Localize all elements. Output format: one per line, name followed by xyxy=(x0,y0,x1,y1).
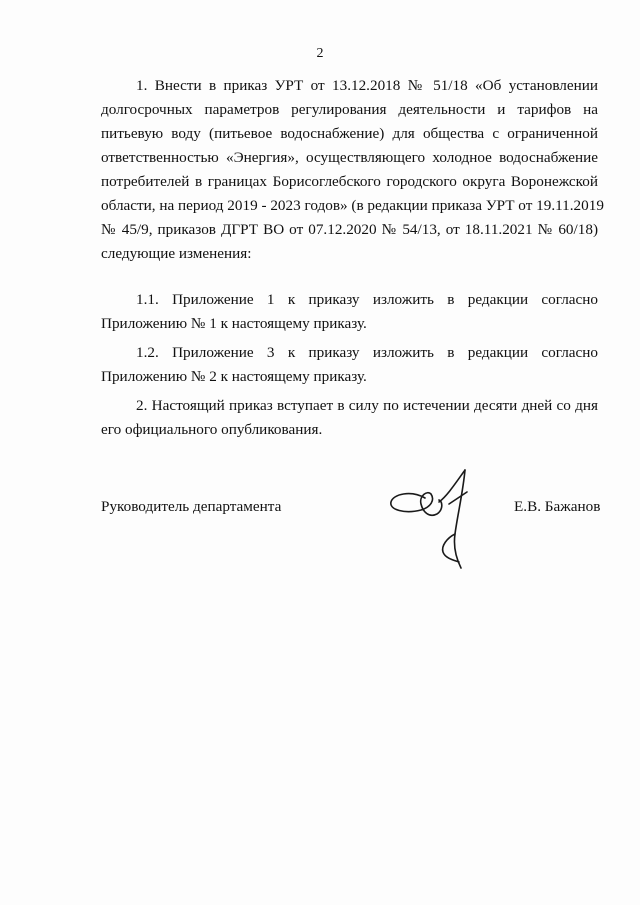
item1-line-1: 1. Внести в приказ УРТ от 13.12.2018 № 51/18 «Об установлении xyxy=(136,77,598,94)
item1-2-line-1: 1.2. Приложение 3 к приказу изложить в редакции согласно xyxy=(136,344,598,361)
item1-line-6: области, на период 2019 - 2023 годов» (в редакции приказа УРТ от 19.11.2019 xyxy=(101,197,604,214)
handwritten-signature xyxy=(385,462,495,572)
item1-line-3: питьевую воду (питьевое водоснабжение) для общества с ограниченной xyxy=(101,125,598,142)
signatory-title: Руководитель департамента xyxy=(101,498,282,515)
item1-1-line-1: 1.1. Приложение 1 к приказу изложить в редакции согласно xyxy=(136,291,598,308)
page-number: 2 xyxy=(316,46,324,61)
item1-line-2: долгосрочных параметров регулирования деятельности и тарифов на xyxy=(101,101,598,118)
item1-2-line-2: Приложению № 2 к настоящему приказу. xyxy=(101,368,367,385)
item1-line-7: № 45/9, приказов ДГРТ ВО от 07.12.2020 № 54/13, от 18.11.2021 № 60/18) xyxy=(101,221,598,238)
item2-line-2: его официального опубликования. xyxy=(101,421,323,438)
item1-line-5: потребителей в границах Борисоглебского городского округа Воронежской xyxy=(101,173,598,190)
signatory-name: Е.В. Бажанов xyxy=(514,498,601,515)
item1-line-8: следующие изменения: xyxy=(101,245,252,262)
item2-line-1: 2. Настоящий приказ вступает в силу по истечении десяти дней со дня xyxy=(136,397,598,414)
item1-1-line-2: Приложению № 1 к настоящему приказу. xyxy=(101,315,367,332)
item1-line-4: ответственностью «Энергия», осуществляющего холодное водоснабжение xyxy=(101,149,598,166)
